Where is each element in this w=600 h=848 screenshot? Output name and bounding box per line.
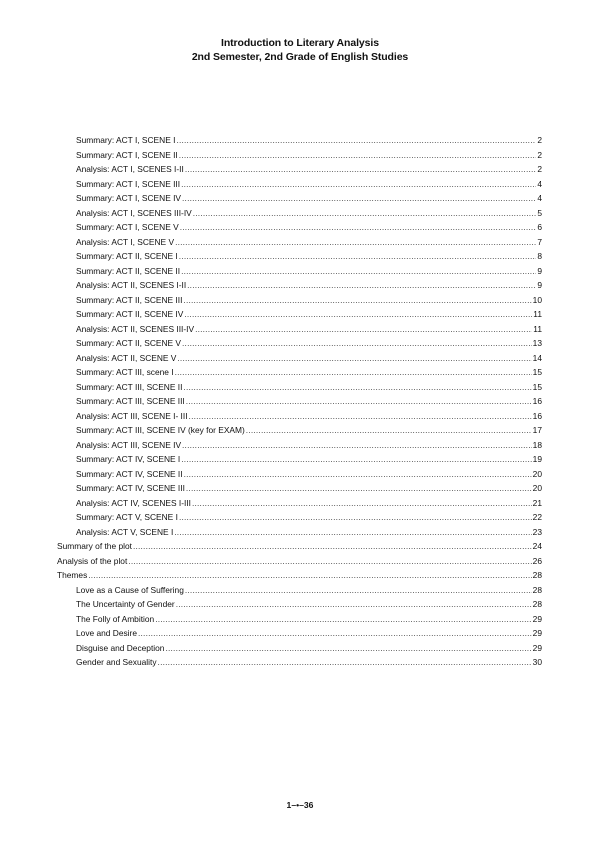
toc-leader bbox=[182, 438, 532, 453]
toc-entry[interactable] bbox=[0, 597, 600, 612]
toc-entry-page: 16 bbox=[532, 410, 542, 421]
document-subtitle: 2nd Semester, 2nd Grade of English Studies bbox=[191, 51, 409, 63]
toc-entry-page: 28 bbox=[532, 584, 542, 595]
toc-entry-label: Summary: ACT III, scene I bbox=[76, 367, 174, 377]
toc-entry-label: The Uncertainty of Gender bbox=[76, 599, 175, 609]
toc-leader bbox=[138, 626, 532, 641]
toc-leader bbox=[180, 220, 537, 235]
toc-entry-label: Summary: ACT II, SCENE V bbox=[76, 338, 182, 348]
toc-entry-label: Summary: ACT II, SCENE I bbox=[76, 251, 178, 261]
toc-entry[interactable] bbox=[0, 322, 600, 337]
toc-entry-page: 15 bbox=[532, 381, 542, 392]
toc-entry-label: Analysis: ACT I, SCENE V bbox=[76, 236, 175, 247]
toc-entry-page: 20 bbox=[532, 483, 542, 493]
toc-leader bbox=[179, 510, 532, 525]
toc-leader bbox=[176, 597, 532, 612]
toc-leader bbox=[175, 365, 532, 380]
toc-entry[interactable] bbox=[0, 220, 600, 235]
toc-entry-label: Summary: ACT IV, SCENE I bbox=[76, 454, 181, 464]
toc-entry[interactable] bbox=[0, 365, 600, 380]
toc-leader bbox=[184, 467, 532, 482]
toc-entry-page: 19 bbox=[532, 454, 542, 464]
toc-entry[interactable] bbox=[0, 467, 600, 482]
toc-entry-label: Summary: ACT I, SCENE V bbox=[76, 222, 179, 232]
toc-entry-label: Summary: ACT III, SCENE II bbox=[76, 381, 183, 392]
toc-entry[interactable] bbox=[0, 307, 600, 322]
toc-entry[interactable] bbox=[0, 133, 600, 148]
toc-entry-label: Summary: ACT II, SCENE IV bbox=[76, 309, 184, 319]
toc-entry[interactable] bbox=[0, 264, 600, 279]
toc-entry-page: 21 bbox=[532, 497, 542, 508]
toc-entry-label: Analysis: ACT II, SCENE V bbox=[76, 352, 177, 363]
toc-entry-page: 6 bbox=[537, 222, 542, 232]
toc-entry-label: Analysis of the plot bbox=[57, 555, 128, 566]
toc-entry[interactable] bbox=[0, 612, 600, 627]
toc-entry[interactable] bbox=[0, 568, 600, 583]
toc-entry-label: Analysis: ACT I, SCENES I-II bbox=[76, 164, 184, 174]
toc-leader bbox=[176, 133, 536, 148]
toc-entry-page: 23 bbox=[532, 526, 542, 537]
toc-entry[interactable] bbox=[0, 380, 600, 395]
toc-entry[interactable] bbox=[0, 496, 600, 511]
toc-entry-label: Analysis: ACT II, SCENES III-IV bbox=[76, 323, 195, 334]
toc-leader bbox=[179, 249, 537, 264]
toc-leader bbox=[183, 380, 531, 395]
toc-entry-page: 2 bbox=[537, 135, 542, 145]
toc-entry-label: Summary: ACT IV, SCENE III bbox=[76, 483, 185, 493]
toc-leader bbox=[185, 583, 532, 598]
toc-entry[interactable] bbox=[0, 583, 600, 598]
toc-entry-page: 24 bbox=[532, 541, 542, 551]
toc-entry-label: Themes bbox=[57, 570, 88, 580]
toc-entry[interactable] bbox=[0, 278, 600, 293]
toc-entry-page: 9 bbox=[537, 280, 542, 290]
toc-entry-label: Gender and Sexuality bbox=[76, 657, 157, 667]
toc-entry-label: Summary: ACT II, SCENE II bbox=[76, 265, 181, 276]
toc-entry-page: 2 bbox=[537, 149, 542, 160]
toc-leader bbox=[155, 612, 531, 627]
toc-entry-page: 10 bbox=[532, 294, 542, 305]
toc-leader bbox=[183, 293, 531, 308]
toc-leader bbox=[246, 423, 532, 438]
toc-entry-page: 29 bbox=[532, 628, 542, 638]
toc-leader bbox=[184, 307, 532, 322]
toc-entry-label: Analysis: ACT II, SCENES I-II bbox=[76, 280, 187, 290]
toc-entry[interactable] bbox=[0, 394, 600, 409]
toc-entry-label: Analysis: ACT V, SCENE I bbox=[76, 526, 174, 537]
toc-entry[interactable] bbox=[0, 249, 600, 264]
toc-entry[interactable] bbox=[0, 510, 600, 525]
toc-entry-page: 5 bbox=[537, 207, 542, 218]
toc-leader bbox=[175, 235, 536, 250]
toc-leader bbox=[181, 452, 531, 467]
toc-leader bbox=[193, 206, 537, 221]
toc-leader bbox=[195, 322, 532, 337]
toc-entry[interactable] bbox=[0, 336, 600, 351]
toc-entry[interactable] bbox=[0, 409, 600, 424]
toc-leader bbox=[189, 409, 532, 424]
toc-entry-page: 28 bbox=[532, 599, 542, 609]
toc-entry-page: 2 bbox=[537, 164, 542, 174]
toc-entry-label: Love as a Cause of Suffering bbox=[76, 584, 184, 595]
toc-entry-page: 17 bbox=[532, 425, 542, 435]
toc-leader bbox=[177, 351, 531, 366]
toc-entry[interactable] bbox=[0, 438, 600, 453]
toc-leader bbox=[187, 278, 536, 293]
toc-leader bbox=[186, 481, 532, 496]
table-of-contents bbox=[0, 133, 600, 670]
toc-leader bbox=[181, 177, 536, 192]
toc-entry-page: 7 bbox=[537, 236, 542, 247]
toc-entry[interactable] bbox=[0, 655, 600, 670]
toc-entry-label: Summary: ACT II, SCENE III bbox=[76, 294, 183, 305]
toc-entry-label: Disguise and Deception bbox=[76, 642, 165, 653]
toc-entry-label: Summary: ACT I, SCENE I bbox=[76, 135, 176, 145]
document-title: Introduction to Literary Analysis bbox=[221, 37, 379, 49]
toc-entry-page: 29 bbox=[532, 642, 542, 653]
toc-leader bbox=[179, 148, 537, 163]
toc-entry[interactable] bbox=[0, 351, 600, 366]
toc-entry-label: Summary: ACT III, SCENE IV (key for EXAM) bbox=[76, 425, 245, 435]
toc-entry-label: Summary: ACT I, SCENE II bbox=[76, 149, 178, 160]
toc-entry-label: Summary of the plot bbox=[57, 541, 132, 551]
toc-entry-page: 4 bbox=[537, 178, 542, 189]
toc-entry[interactable] bbox=[0, 191, 600, 206]
toc-entry-page: 15 bbox=[532, 367, 542, 377]
toc-entry[interactable] bbox=[0, 177, 600, 192]
toc-entry[interactable] bbox=[0, 452, 600, 467]
toc-entry[interactable] bbox=[0, 293, 600, 308]
toc-entry-label: Summary: ACT IV, SCENE II bbox=[76, 468, 183, 479]
toc-entry-label: The Folly of Ambition bbox=[76, 613, 155, 624]
toc-entry[interactable] bbox=[0, 481, 600, 496]
toc-entry-page: 29 bbox=[532, 613, 542, 624]
toc-entry[interactable] bbox=[0, 148, 600, 163]
toc-entry-page: 11 bbox=[533, 323, 542, 334]
toc-entry-page: 8 bbox=[537, 251, 542, 261]
toc-entry[interactable] bbox=[0, 525, 600, 540]
toc-entry-page: 4 bbox=[537, 193, 542, 203]
toc-entry-page: 22 bbox=[532, 512, 542, 522]
toc-entry[interactable] bbox=[0, 626, 600, 641]
toc-entry-page: 30 bbox=[532, 657, 542, 667]
toc-entry-label: Summary: ACT I, SCENE III bbox=[76, 178, 181, 189]
toc-entry[interactable] bbox=[0, 423, 600, 438]
toc-entry-label: Analysis: ACT I, SCENES III-IV bbox=[76, 207, 192, 218]
toc-entry[interactable] bbox=[0, 641, 600, 656]
toc-entry-page: 9 bbox=[537, 265, 542, 276]
toc-entry-label: Analysis: ACT III, SCENE IV bbox=[76, 439, 182, 450]
toc-leader bbox=[192, 496, 532, 511]
toc-entry-page: 14 bbox=[532, 352, 542, 363]
toc-entry-page: 20 bbox=[532, 468, 542, 479]
toc-entry-page: 18 bbox=[532, 439, 542, 450]
toc-entry[interactable] bbox=[0, 206, 600, 221]
toc-entry-page: 13 bbox=[532, 338, 542, 348]
toc-leader bbox=[88, 568, 531, 583]
page-number: 1–•–36 bbox=[286, 800, 314, 810]
toc-leader bbox=[185, 162, 537, 177]
toc-leader bbox=[182, 336, 532, 351]
toc-entry-label: Summary: ACT V, SCENE I bbox=[76, 512, 178, 522]
toc-leader bbox=[182, 191, 536, 206]
toc-entry-label: Summary: ACT III, SCENE III bbox=[76, 396, 185, 406]
toc-leader bbox=[128, 554, 531, 569]
toc-leader bbox=[186, 394, 532, 409]
toc-entry-page: 28 bbox=[532, 570, 542, 580]
toc-entry[interactable] bbox=[0, 235, 600, 250]
toc-entry-label: Love and Desire bbox=[76, 628, 137, 638]
toc-leader bbox=[174, 525, 531, 540]
toc-entry[interactable] bbox=[0, 162, 600, 177]
toc-entry-page: 16 bbox=[532, 396, 542, 406]
toc-leader bbox=[165, 641, 531, 656]
toc-entry[interactable] bbox=[0, 554, 600, 569]
toc-leader bbox=[181, 264, 536, 279]
toc-entry[interactable] bbox=[0, 539, 600, 554]
toc-entry-label: Analysis: ACT III, SCENE I- III bbox=[76, 410, 188, 421]
toc-leader bbox=[158, 655, 532, 670]
toc-entry-page: 11 bbox=[533, 309, 542, 319]
toc-entry-label: Analysis: ACT IV, SCENES I-III bbox=[76, 497, 191, 508]
toc-leader bbox=[133, 539, 532, 554]
toc-entry-label: Summary: ACT I, SCENE IV bbox=[76, 193, 182, 203]
toc-entry-page: 26 bbox=[532, 555, 542, 566]
